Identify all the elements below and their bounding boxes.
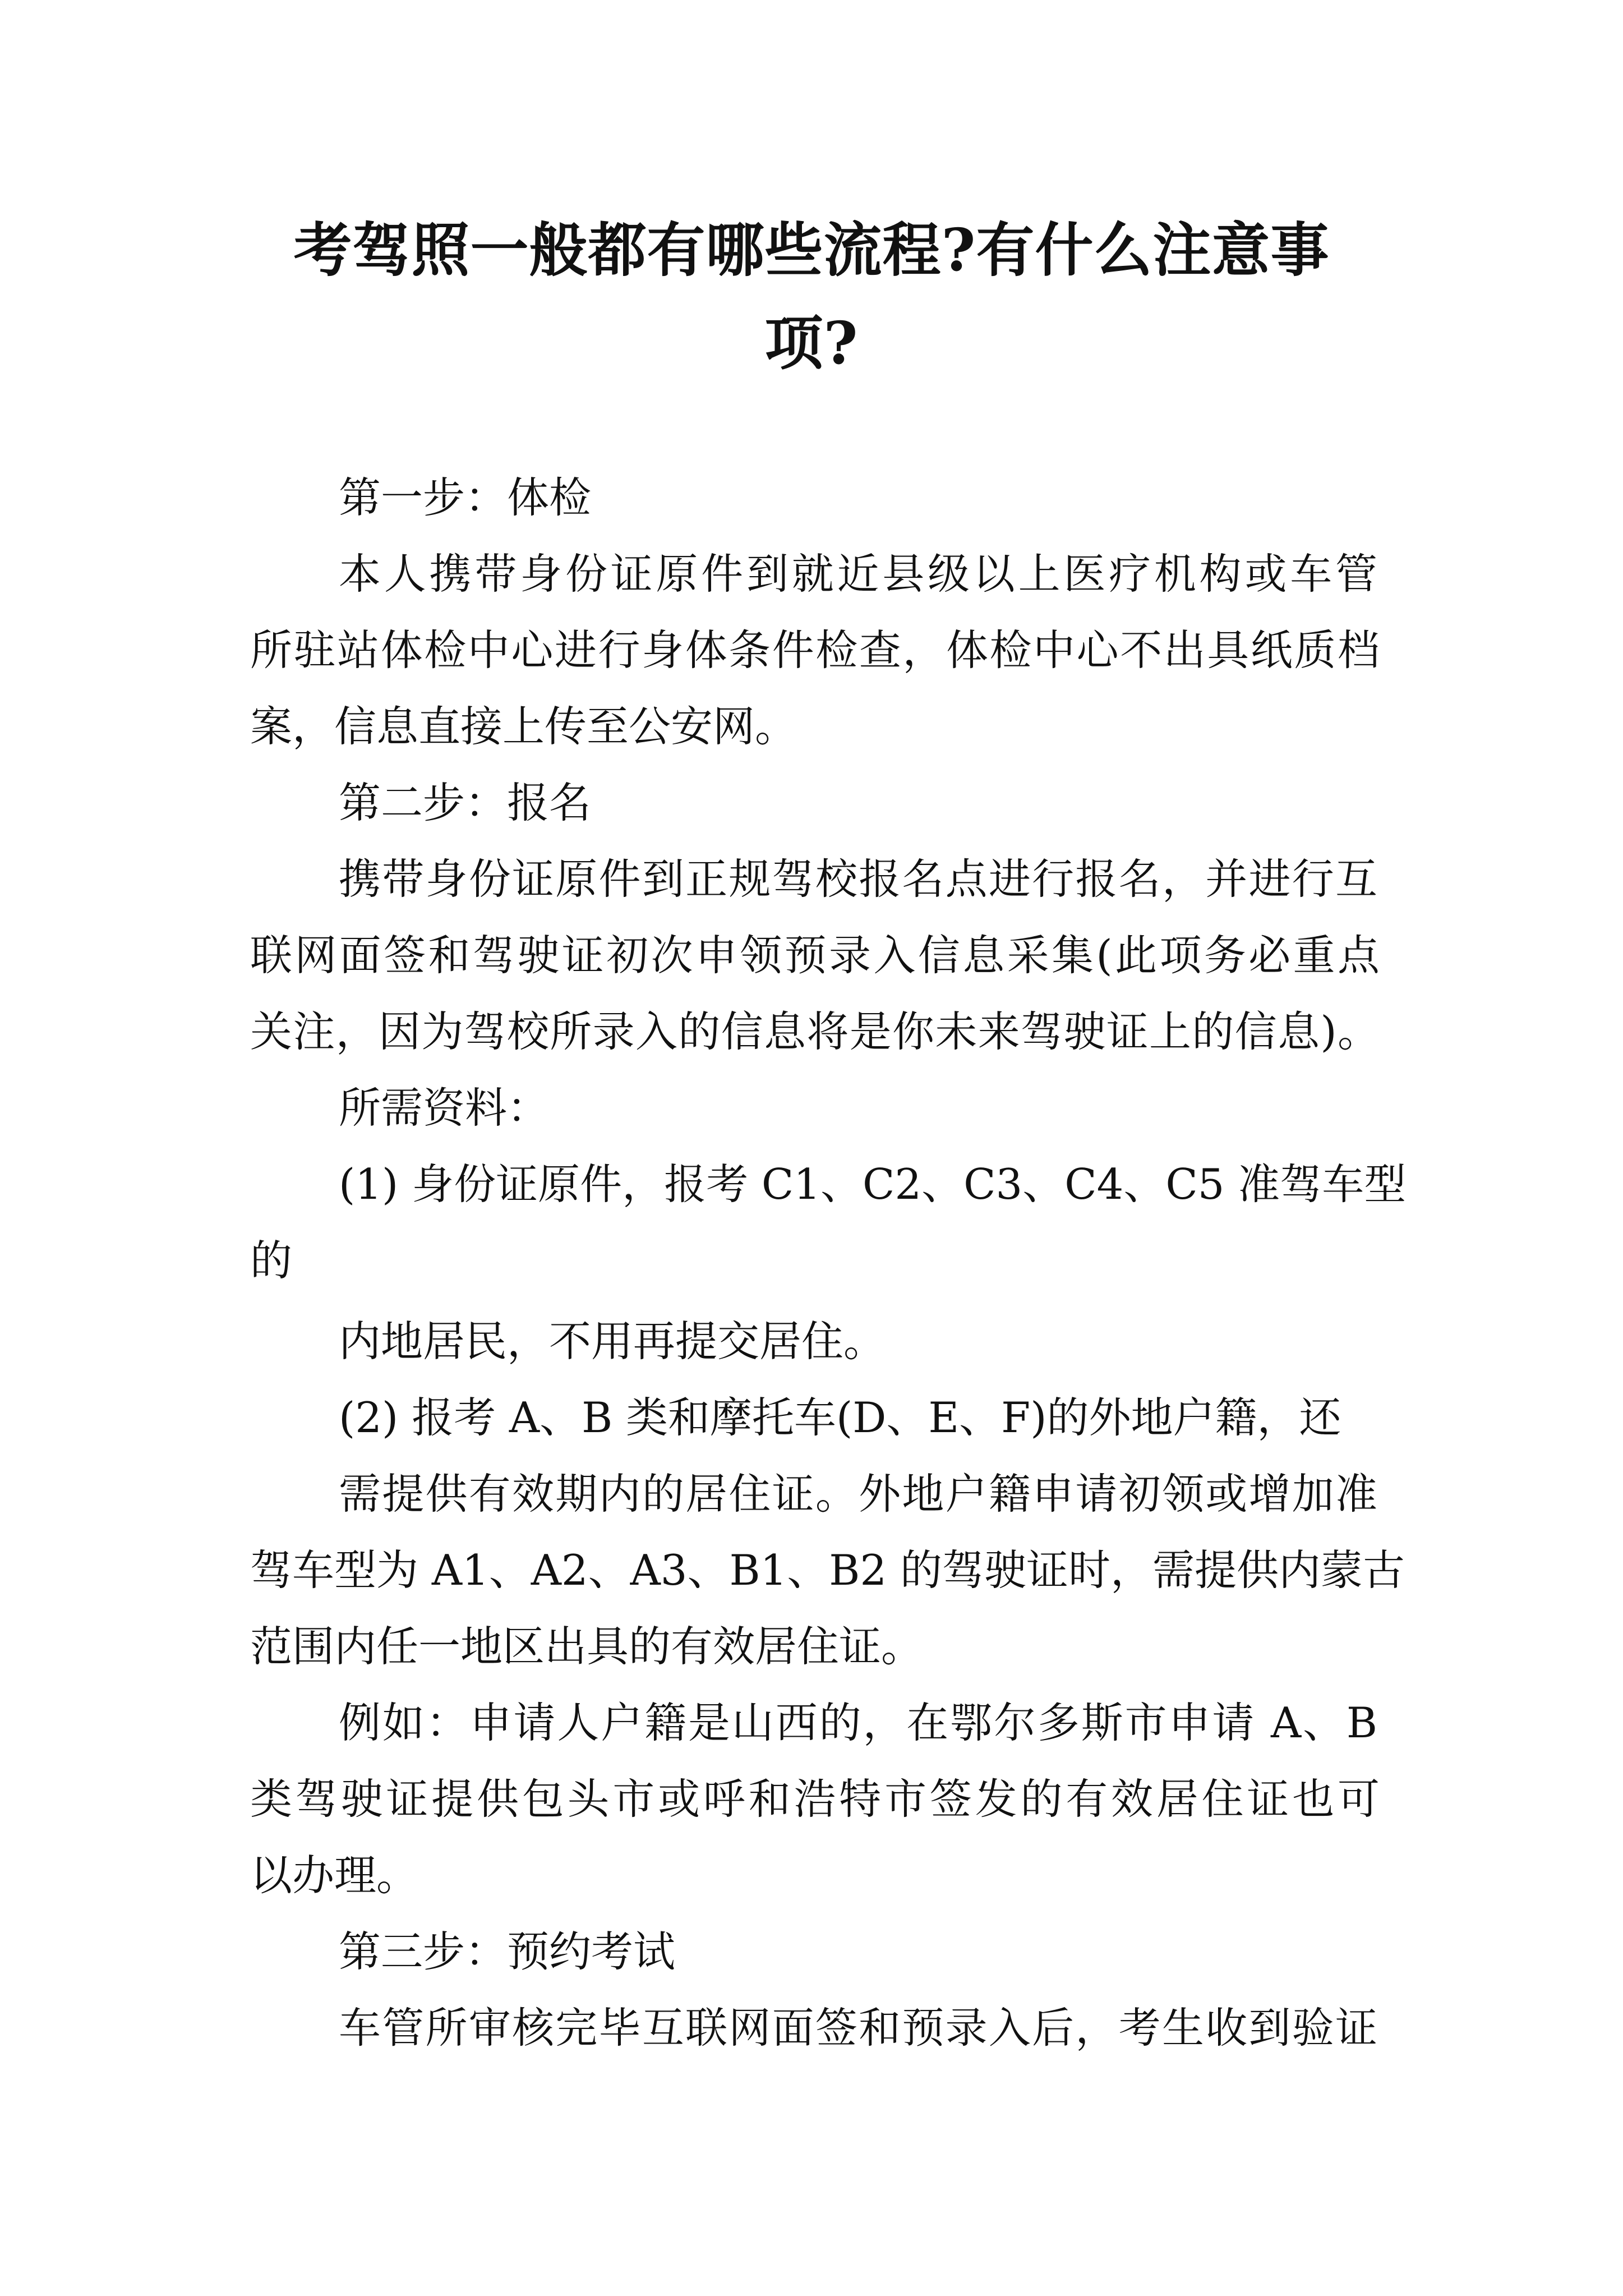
step-3-heading: 第三步：预约考试 xyxy=(339,1927,676,1976)
body-line: 内地居民，不用再提交居住。 xyxy=(339,1317,886,1366)
required-materials-heading: 所需资料： xyxy=(339,1083,550,1133)
step-1-heading: 第一步：体检 xyxy=(339,473,592,522)
body-line: 联网面签和驾驶证初次申领预录入信息采集(此项务必重点 xyxy=(250,931,1380,980)
body-line: 驾车型为 A1、A2、A3、B1、B2 的驾驶证时，需提供内蒙古 xyxy=(250,1545,1405,1595)
body-line: 所驻站体检中心进行身体条件检查，体检中心不出具纸质档 xyxy=(250,625,1380,675)
body-line: 关注，因为驾校所录入的信息将是你未来驾驶证上的信息)。 xyxy=(250,1007,1380,1056)
body-line: 以办理。 xyxy=(250,1851,419,1900)
body-line: 需提供有效期内的居住证。外地户籍申请初领或增加准 xyxy=(339,1469,1377,1519)
body-line: (1) 身份证原件，报考 C1、C2、C3、C4、C5 准驾车型 xyxy=(339,1159,1407,1209)
body-line: 本人携带身份证原件到就近县级以上医疗机构或车管 xyxy=(339,549,1377,599)
body-line: 的 xyxy=(250,1236,293,1285)
document-title-line-2: 项? xyxy=(764,309,859,378)
body-line: 案，信息直接上传至公安网。 xyxy=(250,702,797,751)
body-line: 车管所审核完毕互联网面签和预录入后，考生收到验证 xyxy=(339,2003,1377,2053)
body-line: (2) 报考 A、B 类和摩托车(D、E、F)的外地户籍，还 xyxy=(339,1393,1341,1442)
step-2-heading: 第二步：报名 xyxy=(339,778,592,827)
body-line: 类驾驶证提供包头市或呼和浩特市签发的有效居住证也可 xyxy=(250,1774,1380,1824)
body-line: 范围内任一地区出具的有效居住证。 xyxy=(250,1622,924,1671)
document-title-line-1: 考驾照一般都有哪些流程?有什么注意事 xyxy=(293,215,1330,284)
body-line: 携带身份证原件到正规驾校报名点进行报名，并进行互 xyxy=(339,854,1377,904)
body-line: 例如：申请人户籍是山西的，在鄂尔多斯市申请 A、B xyxy=(339,1698,1377,1747)
